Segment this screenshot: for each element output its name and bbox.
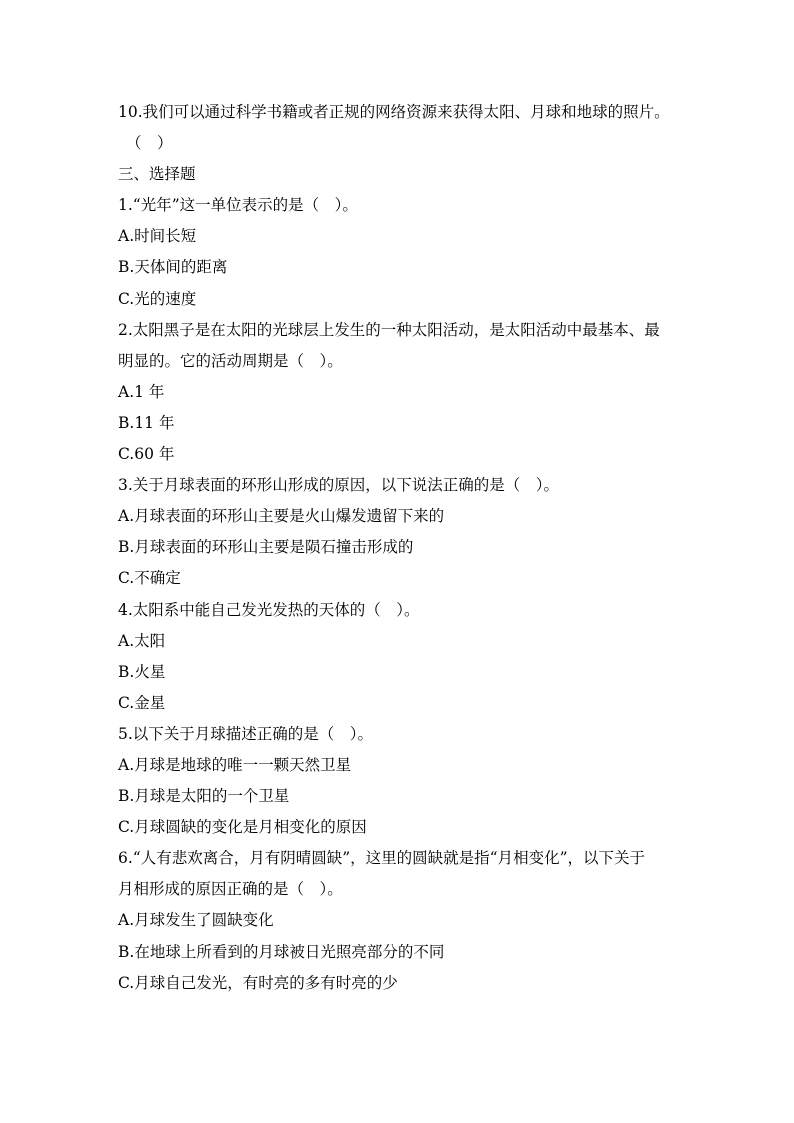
question-6-option-a: A.月球发生了圆缺变化 — [118, 911, 274, 930]
question-3-option-c: C.不确定 — [118, 569, 181, 588]
question-3-stem: 3.关于月球表面的环形山形成的原因，以下说法正确的是（ ）。 — [118, 476, 560, 495]
question-3-option-a: A.月球表面的环形山主要是火山爆发遗留下来的 — [118, 507, 445, 526]
question-5-stem: 5.以下关于月球描述正确的是（ ）。 — [118, 724, 374, 743]
question-1-option-a: A.时间长短 — [118, 227, 197, 246]
question-5-option-c: C.月球圆缺的变化是月相变化的原因 — [118, 818, 367, 837]
question-2-option-b: B.11 年 — [118, 413, 175, 432]
section-heading-multiple-choice: 三、选择题 — [118, 165, 196, 184]
question-2-option-a: A.1 年 — [118, 382, 165, 401]
question-1-option-c: C.光的速度 — [118, 289, 197, 308]
question-2-stem-line-1: 2.太阳黑子是在太阳的光球层上发生的一种太阳活动，是太阳活动中最基本、最 — [118, 320, 660, 339]
question-4-stem: 4.太阳系中能自己发光发热的天体的（ ）。 — [118, 600, 420, 619]
question-6-stem-line-1: 6.“人有悲欢离合，月有阴晴圆缺”，这里的圆缺就是指“月相变化”，以下关于 — [118, 849, 645, 868]
question-1-stem: 1.“光年”这一单位表示的是（ ）。 — [118, 196, 358, 215]
document-body — [118, 97, 718, 999]
question-5-option-b: B.月球是太阳的一个卫星 — [118, 787, 290, 806]
question-3-option-b: B.月球表面的环形山主要是陨石撞击形成的 — [118, 538, 414, 557]
question-6-stem-line-2: 月相形成的原因正确的是（ ）。 — [118, 880, 343, 899]
question-2-stem-line-2: 明显的。它的活动周期是（ ）。 — [118, 351, 343, 370]
question-6-option-c: C.月球自己发光，有时亮的多有时亮的少 — [118, 973, 398, 992]
answer-parenthesis: （ ） — [126, 134, 173, 153]
question-4-option-a: A.太阳 — [118, 631, 166, 650]
question-2-option-c: C.60 年 — [118, 445, 175, 464]
question-4-option-c: C.金星 — [118, 693, 166, 712]
question-5-option-a: A.月球是地球的唯一一颗天然卫星 — [118, 755, 352, 774]
question-10-statement: 10.我们可以通过科学书籍或者正规的网络资源来获得太阳、月球和地球的照片。 — [118, 103, 670, 121]
question-4-option-b: B.火星 — [118, 662, 166, 681]
question-1-option-b: B.天体间的距离 — [118, 258, 228, 277]
question-6-option-b: B.在地球上所看到的月球被日光照亮部分的不同 — [118, 942, 445, 961]
